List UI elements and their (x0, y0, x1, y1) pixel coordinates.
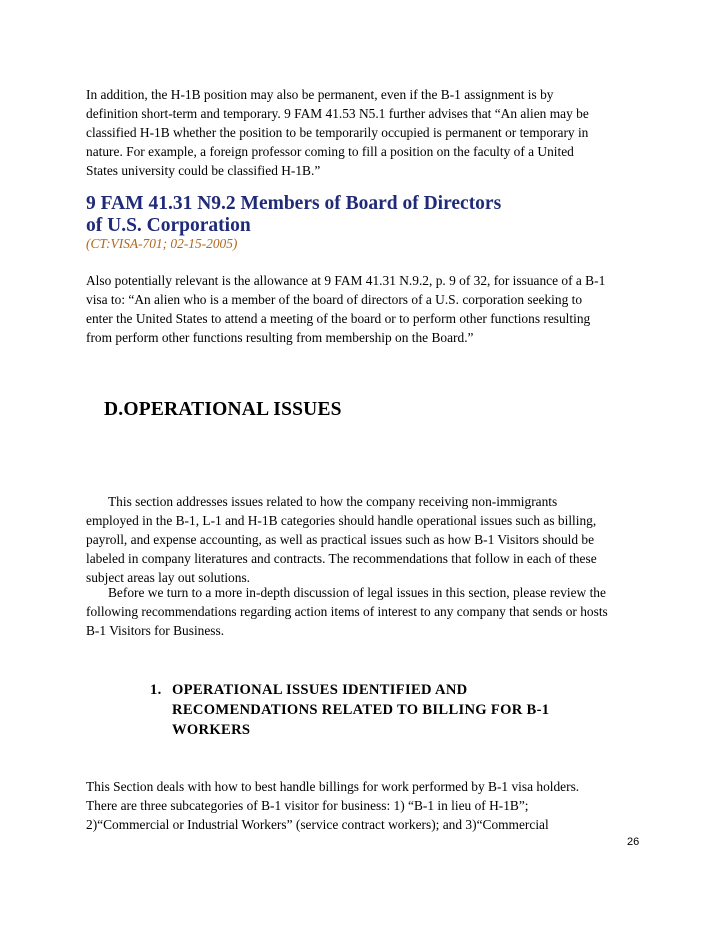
heading-line: of U.S. Corporation (86, 215, 251, 236)
text-line: from perform other functions resulting from membership on the Board.” (86, 330, 474, 345)
subheading-line: OPERATIONAL ISSUES IDENTIFIED AND (172, 682, 468, 698)
paragraph-h1b-permanent (86, 85, 646, 180)
heading-line: 9 FAM 41.31 N9.2 Members of Board of Directors (86, 193, 502, 214)
text-line: enter the United States to attend a meeting of the board or to perform other functions resulting (86, 311, 591, 326)
text-line: visa to: “An alien who is a member of the board of directors of a U.S. corporation seeking to (86, 292, 583, 307)
text-line: This section addresses issues related to how the company receiving non-immigrants (108, 494, 558, 509)
subheading-line: RECOMENDATIONS RELATED TO BILLING FOR B-1 (172, 702, 550, 718)
text-line: In addition, the H-1B position may also be permanent, even if the B-1 assignment is by (86, 87, 554, 102)
list-number: 1. (150, 682, 162, 698)
page-number: 26 (627, 836, 640, 848)
section-title: D.OPERATIONAL ISSUES (104, 399, 342, 420)
paragraph-section-intro (86, 492, 646, 587)
text-line: 2)“Commercial or Industrial Workers” (service contract workers); and 3)“Commercial (86, 817, 549, 832)
text-line: B-1 Visitors for Business. (86, 623, 225, 638)
heading-reference: (CT:VISA-701; 02-15-2005) (86, 236, 238, 251)
text-line: subject areas lay out solutions. (86, 570, 251, 585)
paragraph-recommendations-intro (86, 583, 646, 640)
paragraph-billing-section (86, 777, 646, 834)
text-line: payroll, and expense accounting, as well as practical issues such as how B-1 Visitors should be (86, 532, 595, 547)
subheading-line: WORKERS (172, 722, 251, 738)
text-line: nature. For example, a foreign professor coming to fill a position on the faculty of a United (86, 144, 574, 159)
text-line: Before we turn to a more in-depth discussion of legal issues in this section, please review the (108, 585, 606, 600)
text-line: Also potentially relevant is the allowance at 9 FAM 41.31 N.9.2, p. 9 of 32, for issuance of a B-1 (86, 273, 606, 288)
heading-board-of-directors (86, 193, 501, 237)
text-line: This Section deals with how to best handle billings for work performed by B-1 visa holders. (86, 779, 580, 794)
text-line: employed in the B-1, L-1 and H-1B categories should handle operational issues such as billing, (86, 513, 597, 528)
text-line: following recommendations regarding action items of interest to any company that sends or hosts (86, 604, 608, 619)
text-line: labeled in company literatures and contracts. The recommendations that follow in each of these (86, 551, 597, 566)
subheading-text (172, 680, 592, 740)
text-line: There are three subcategories of B-1 visitor for business: 1) “B-1 in lieu of H-1B”; (86, 798, 529, 813)
paragraph-board-allowance (86, 271, 646, 347)
text-line: States university could be classified H-1B.” (86, 163, 321, 178)
text-line: classified H-1B whether the position to be temporarily occupied is permanent or temporary in (86, 125, 589, 140)
text-line: definition short-term and temporary. 9 FAM 41.53 N5.1 further advises that “An alien may be (86, 106, 589, 121)
